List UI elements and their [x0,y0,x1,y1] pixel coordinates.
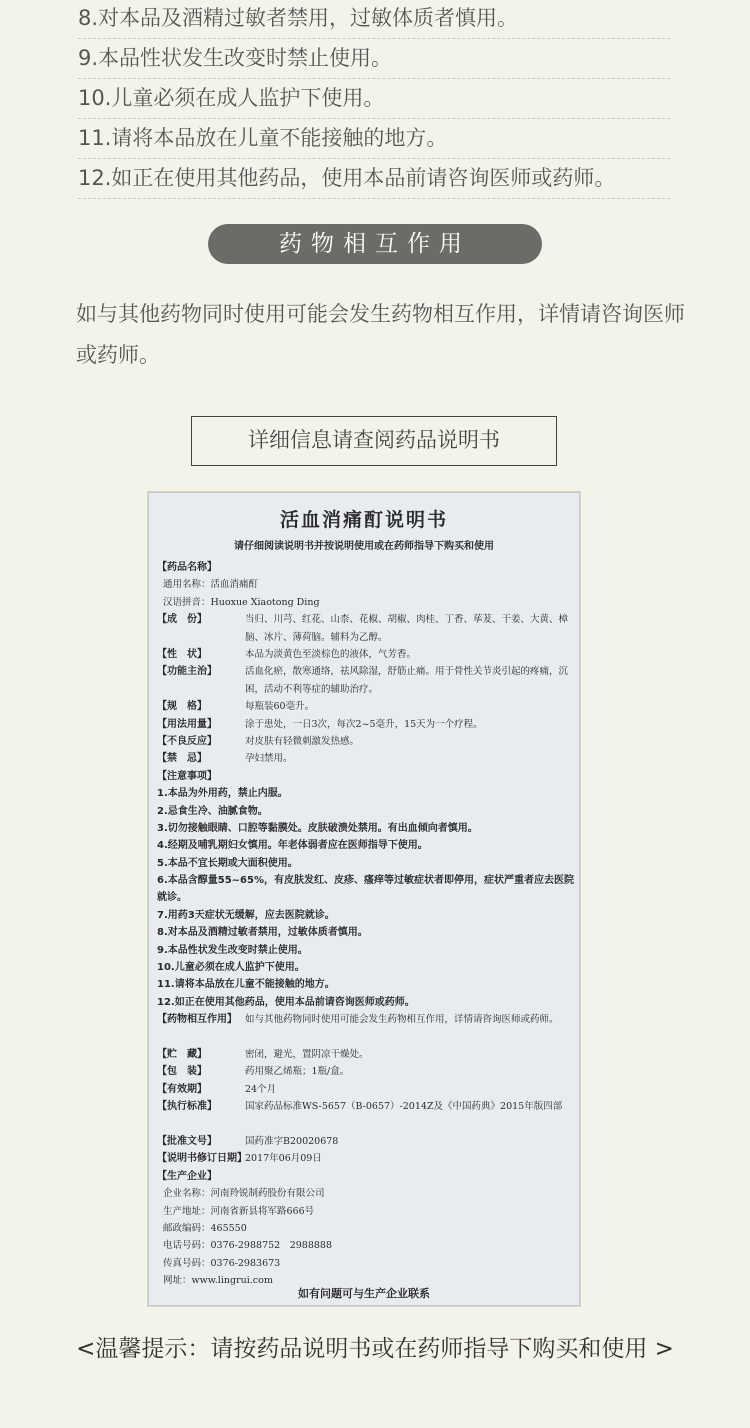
leaflet-maker-line: 邮政编码：465550 [163,1222,247,1234]
leaflet-field-value: 如与其他药物同时使用可能会发生药物相互作用，详情请咨询医师或药师。 [245,1014,559,1026]
leaflet-field-row [157,646,577,663]
leaflet-generic-name: 通用名称：活血消痛酊 [163,579,259,591]
leaflet-title: 活血消痛酊说明书 [279,509,448,531]
leaflet-field-value: 当归、川芎、红花、山柰、花椒、胡椒、肉桂、丁香、荜茇、干姜、大黄、樟脑、冰片、薄荷脑。辅料为乙醇。 [245,614,569,643]
leaflet-field-row [157,1063,577,1080]
leaflet-field-label: 【禁 忌】 [157,753,207,765]
leaflet-caution-item: 3.切勿接触眼睛、口腔等黏膜处。皮肤破溃处禁用。有出血倾向者慎用。 [157,822,478,834]
leaflet-maker-line: 网址：www.lingrui.com [163,1275,273,1287]
section-title-drug-interactions: 药物相互作用 [208,224,542,264]
leaflet-field-label: 【成 份】 [157,614,207,626]
precaution-item: 8.对本品及酒精过敏者禁用，过敏体质者慎用。 [78,0,670,39]
leaflet-subtitle: 请仔细阅读说明书并按说明使用或在药师指导下购买和使用 [234,541,494,552]
leaflet-footer: 如有问题可与生产企业联系 [298,1287,430,1300]
precaution-item: 9.本品性状发生改变时禁止使用。 [78,39,670,79]
leaflet-label-cautions: 【注意事项】 [157,770,217,782]
leaflet-maker-line: 企业名称：河南羚锐制药股份有限公司 [163,1188,325,1200]
precautions-list [78,0,670,199]
leaflet-caution-item: 5.本品不宜长期或大面积使用。 [157,857,298,869]
leaflet-field-row [157,733,577,750]
leaflet-maker-line: 电话号码：0376-2988752 2988888 [163,1240,333,1252]
leaflet-field-value: 对皮肤有轻微刺激发热感。 [245,735,360,747]
leaflet-field-label: 【不良反应】 [157,735,217,747]
precaution-item: 12.如正在使用其他药品，使用本品前请咨询医师或药师。 [78,159,670,199]
leaflet-field-label: 【用法用量】 [157,718,217,730]
view-leaflet-button[interactable]: 详细信息请查阅药品说明书 [191,416,557,466]
leaflet-maker-line: 生产地址：河南省新县将军路666号 [163,1205,315,1217]
leaflet-field-value: 孕妇禁用。 [245,753,293,765]
leaflet-field-value: 国药准字B20020678 [245,1135,339,1147]
leaflet-field-row [157,663,577,698]
leaflet-caution-item: 2.忌食生冷、油腻食物。 [157,805,268,817]
leaflet-field-row [157,698,577,715]
leaflet-field-row [157,750,577,767]
purchase-tip: <温馨提示：请按药品说明书或在药师指导下购买和使用 > [76,1336,674,1362]
leaflet-pinyin-name: 汉语拼音：Huoxue Xiaotong Ding [163,596,320,608]
leaflet-caution-item: 9.本品性状发生改变时禁止使用。 [157,944,308,956]
leaflet-field-row [157,611,577,646]
leaflet-field-value: 药用聚乙烯瓶；1瓶/盒。 [245,1066,350,1078]
leaflet-maker-line: 传真号码：0376-2983673 [163,1257,281,1269]
leaflet-field-row [157,1150,577,1167]
leaflet-caution-item: 10.儿童必须在成人监护下使用。 [157,962,305,974]
leaflet-caution-item: 1.本品为外用药，禁止内服。 [157,788,288,800]
leaflet-caution-item: 8.对本品及酒精过敏者禁用，过敏体质者慎用。 [157,927,368,939]
leaflet-caution-item: 6.本品含醇量55~65%，有皮肤发红、皮疹、瘙痒等过敏症状者即停用，症状严重者应去医院就诊。 [157,875,574,904]
leaflet-field-value: 涂于患处，一日3次，每次2~5毫升，15天为一个疗程。 [245,718,483,730]
leaflet-photo [148,492,580,1306]
leaflet-field-row [157,1081,577,1098]
leaflet-field-value: 活血化瘀，散寒通络，祛风除湿，舒筋止痛。用于骨性关节炎引起的疼痛，沉困，活动不利等症的辅助治疗。 [245,666,569,695]
leaflet-field-row [157,1098,577,1133]
leaflet-field-label: 【贮 藏】 [157,1049,207,1060]
precaution-item: 10.儿童必须在成人监护下使用。 [78,79,670,119]
leaflet-field-value: 本品为淡黄色至淡棕色的液体，气芳香。 [245,648,417,660]
leaflet-field-label: 【功能主治】 [157,666,217,678]
leaflet-rows-b [157,1011,577,1168]
leaflet-caution-item: 7.用药3天症状无缓解，应去医院就诊。 [157,909,335,921]
leaflet-rows-a [157,611,577,768]
leaflet-field-label: 【药物相互作用】 [157,1014,237,1026]
leaflet-field-value: 国家药品标准WS-5657（B-0657）-2014Z及《中国药典》2015年版四部 [245,1101,563,1113]
leaflet-maker-info [157,1185,577,1289]
leaflet-caution-item: 11.请将本品放在儿童不能接触的地方。 [157,979,335,991]
leaflet-field-label: 【批准文号】 [157,1135,217,1147]
precaution-item: 11.请将本品放在儿童不能接触的地方。 [78,119,670,159]
interaction-text: 如与其他药物同时使用可能会发生药物相互作用，详情请咨询医师或药师。 [76,302,685,367]
leaflet-field-label: 【规 格】 [157,701,207,713]
leaflet-caution-item: 4.经期及哺乳期妇女慎用。年老体弱者应在医师指导下使用。 [157,840,428,852]
leaflet-body [157,559,577,1289]
leaflet-field-value: 每瓶装60毫升。 [245,701,315,713]
leaflet-field-value: 2017年06月09日 [245,1153,322,1165]
leaflet-field-label: 【执行标准】 [157,1101,217,1113]
leaflet-cautions [157,785,577,1011]
leaflet-field-label: 【包 装】 [157,1066,207,1078]
leaflet-field-label: 【说明书修订日期】 [157,1153,247,1165]
leaflet-field-value: 密闭，避光，置阴凉干燥处。 [245,1049,369,1060]
leaflet-field-label: 【有效期】 [157,1083,207,1095]
leaflet-field-row [157,1046,577,1063]
leaflet-field-row [157,716,577,733]
leaflet-label-maker: 【生产企业】 [157,1170,217,1182]
leaflet-field-value: 24个月 [245,1083,277,1095]
leaflet-field-label: 【性 状】 [157,648,207,660]
leaflet-label-name: 【药品名称】 [157,562,217,573]
leaflet-field-row [157,1011,577,1046]
leaflet-caution-item: 12.如正在使用其他药品，使用本品前请咨询医师或药师。 [157,996,415,1008]
leaflet-field-row [157,1133,577,1150]
